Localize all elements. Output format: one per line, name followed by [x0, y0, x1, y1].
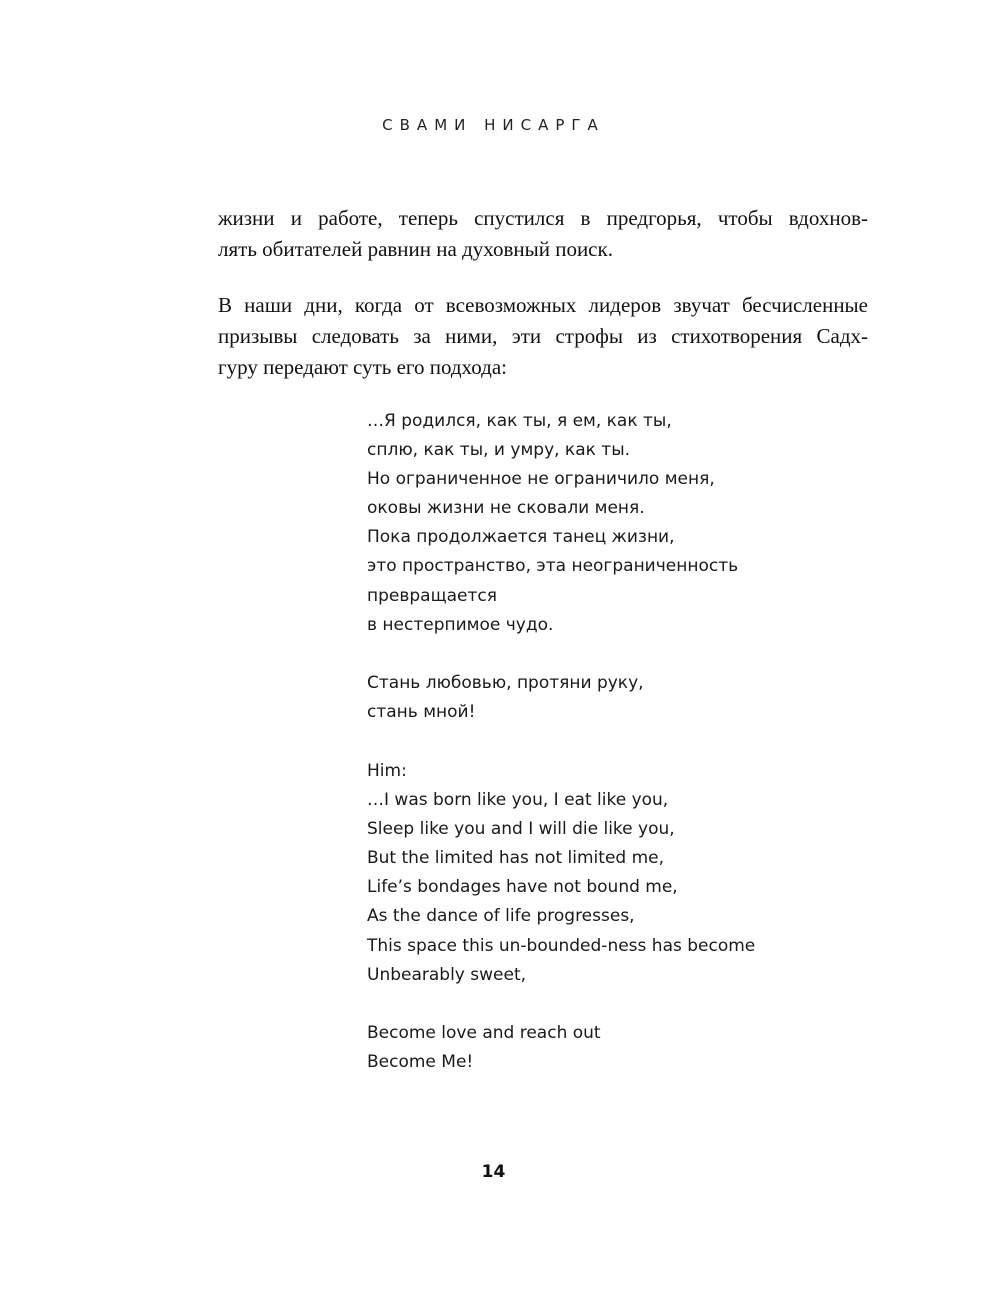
poem-line: Become love and reach out [367, 1022, 601, 1043]
poem-line: Но ограниченное не ограничило меня, [367, 469, 715, 490]
poem-line: это пространство, эта неограниченность [367, 556, 739, 577]
poem-line: Пока продолжается танец жизни, [367, 527, 675, 548]
poem-line: But the limited has not limited me, [367, 848, 665, 869]
running-header: СВАМИ НИСАРГА [382, 116, 605, 134]
paragraph-line: жизни и работе, теперь спустился в предгорья, чтобы вдохнов- [218, 206, 868, 230]
poem-line: This space this un-bounded-ness has become [367, 935, 756, 956]
paragraph-line: лять обитателей равнин на духовный поиск. [218, 237, 613, 261]
poem-stanza [367, 669, 847, 727]
poem-russian [367, 407, 847, 756]
poem-stanza [367, 1019, 847, 1077]
poem-stanza [367, 757, 847, 990]
page-number: 14 [481, 1162, 506, 1182]
paragraph-line: призывы следовать за ними, эти строфы из стихотворения Садх- [218, 324, 868, 348]
poem-line: As the dance of life progresses, [367, 906, 635, 927]
poem-line: превращается [367, 585, 497, 606]
body-paragraph-1 [218, 203, 868, 265]
poem-line: сплю, как ты, и умру, как ты. [367, 440, 631, 461]
paragraph-line: гуру передают суть его подхода: [218, 355, 507, 379]
poem-line: Life’s bondages have not bound me, [367, 877, 678, 898]
poem-line: стань мной! [367, 701, 476, 722]
paragraph-line: В наши дни, когда от всевозможных лидеров звучат бесчисленные [218, 293, 868, 317]
poem-line: в нестерпимое чудо. [367, 614, 554, 635]
poem-line: Become Me! [367, 1051, 474, 1072]
poem-english [367, 757, 847, 1106]
poem-line: …I was born like you, I eat like you, [367, 790, 669, 811]
poem-line: Sleep like you and I will die like you, [367, 819, 675, 840]
body-paragraph-2 [218, 290, 868, 383]
poem-line: Him: [367, 761, 407, 781]
poem-line: Unbearably sweet, [367, 964, 527, 985]
poem-line: Стань любовью, протяни руку, [367, 672, 644, 693]
poem-stanza [367, 407, 847, 640]
poem-line: оковы жизни не сковали меня. [367, 498, 645, 519]
poem-line: …Я родился, как ты, я ем, как ты, [367, 411, 672, 431]
